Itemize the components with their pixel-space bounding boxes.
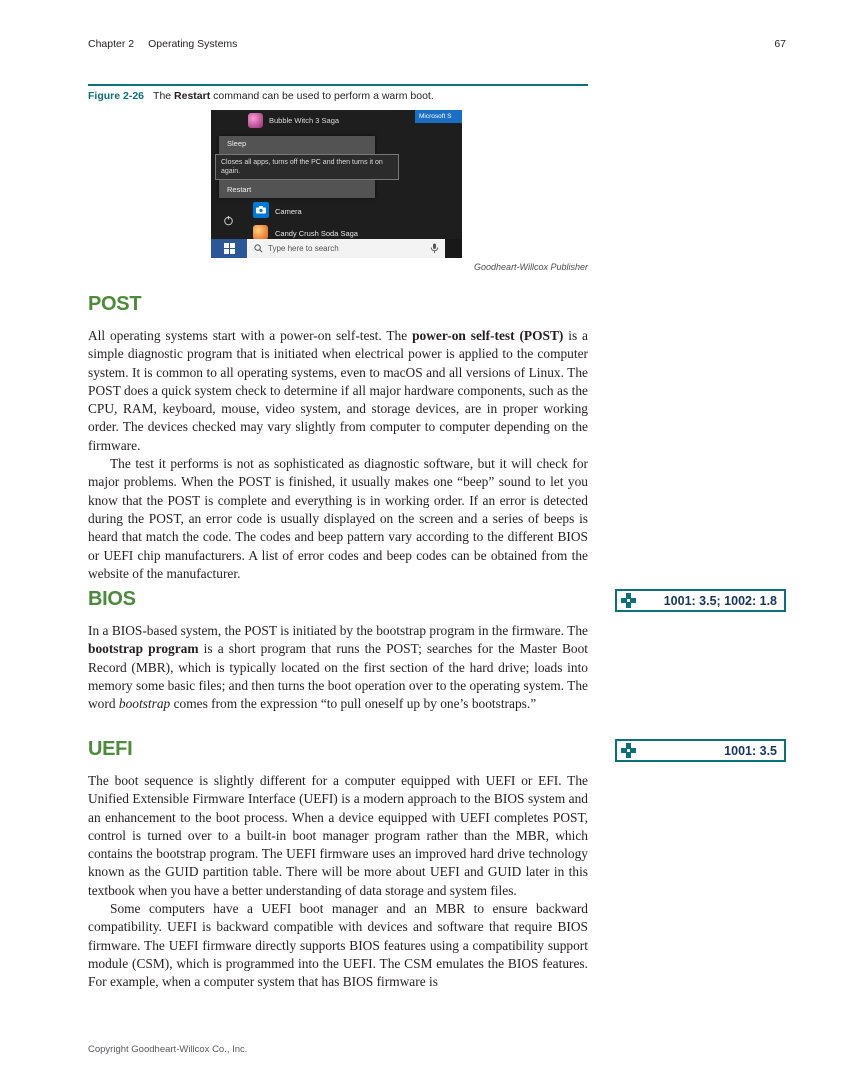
copyright-footer: Copyright Goodheart-Willcox Co., Inc. (88, 1044, 248, 1055)
certification-badge-text: 1001: 3.5; 1002: 1.8 (663, 593, 777, 608)
microphone-icon (430, 243, 439, 254)
menu-item-restart: Restart (227, 185, 252, 194)
candy-crush-app-icon (253, 225, 268, 240)
certification-plus-icon (621, 593, 636, 608)
microsoft-tile: Microsoft S (415, 110, 462, 123)
taskbar (211, 239, 462, 258)
chapter-label: Chapter 2 (88, 38, 135, 50)
shutdown-tooltip: Closes all apps, turns off the PC and then turns it on again. (215, 154, 399, 180)
post-paragraph-1: All operating systems start with a power-on self-test. The power-on self-test (POST) is a simple diagnostic program that is initiated when electrical power is applied to the computer system. It is common to all operating systems, even to macOS and all versions of Linux. The POST does a quick system check to determine if all major hardware components, such as the CPU, RAM, keyboard, mouse, video system, and storage devices, are in proper working order. The devices checked may vary slightly from computer to computer depending on the firmware. (88, 328, 588, 453)
figure-credit: Goodheart-Willcox Publisher (474, 262, 588, 272)
running-head (88, 38, 237, 50)
bios-paragraph-1: In a BIOS-based system, the POST is initiated by the bootstrap program in the firmware. The bootstrap program is a short program that runs the POST; searches for the Master Boot Record (MBR), which is typically located on the first section of the hard drive; loads into memory some basic files; and then turns the boot operation over to the operating system. The word bootstrap comes from the expression “to pull oneself up by one’s bootstraps.” (88, 623, 588, 712)
certification-badge-uefi (615, 739, 786, 762)
menu-item-sleep: Sleep (227, 139, 247, 148)
candy-crush-item-label: Candy Crush Soda Saga (275, 229, 358, 238)
chapter-title: Operating Systems (148, 38, 238, 50)
bubble-witch-tile-label: Bubble Witch 3 Saga (269, 116, 340, 125)
search-icon (254, 244, 263, 253)
section-uefi (88, 738, 588, 992)
uefi-paragraph-2: Some computers have a UEFI boot manager and an MBR to ensure backward compatibility. UEFI is backward compatible with devices and software that require BIOS firmware. The UEFI firmware directly supports BIOS features using a compatibility support module (CSM), which is programmed into the UEFI. The CSM emulates the BIOS features. For example, when a computer system that has BIOS firmware is (88, 901, 588, 990)
bubble-witch-app-icon (248, 113, 263, 128)
camera-item-label: Camera (275, 207, 302, 216)
certification-plus-icon (621, 743, 636, 758)
windows-logo-icon (224, 243, 235, 254)
figure-image-windows-start-menu (211, 110, 462, 258)
figure-label: Figure 2-26 (88, 90, 145, 102)
header-rule (88, 84, 588, 86)
taskbar-search-box (247, 239, 445, 258)
camera-glyph (256, 206, 266, 214)
page-number: 67 (774, 38, 786, 50)
uefi-paragraph-1: The boot sequence is slightly different for a computer equipped with UEFI or EFI. The Unified Extensible Firmware Interface (UEFI) is a modern approach to the BIOS system and an enhancement to the boot process. When a device equipped with UEFI completes POST, control is turned over to a built-in boot manager program rather than the MBR, which contains the bootstrap program. The UEFI firmware uses an improved hard drive technology known as the GUID partition table. There will be more about UEFI and GUID later in this textbook when you have a better understanding of data storage and system files. (88, 773, 588, 898)
section-heading-post: POST (88, 293, 142, 315)
figure-caption-text: The Restart command can be used to perform a warm boot. (153, 90, 434, 102)
power-icon (223, 213, 234, 224)
search-placeholder-text: Type here to search (268, 244, 339, 253)
section-heading-bios: BIOS (88, 588, 136, 610)
section-bios (88, 588, 588, 713)
certification-badge-text: 1001: 3.5 (724, 743, 777, 758)
section-post (88, 293, 588, 583)
section-heading-uefi: UEFI (88, 738, 133, 760)
figure-caption (88, 90, 588, 103)
certification-badge-bios (615, 589, 786, 612)
camera-app-icon (253, 202, 269, 218)
post-paragraph-2: The test it performs is not as sophisticated as diagnostic software, but it will check for major problems. When the POST is finished, it usually makes one “beep” sound to let you know that the POST is complete and everything is in working order. If an error is detected during the POST, an error code is usually displayed on the screen and a series of beeps is heard that match the code. The codes and beep pattern vary according to the different BIOS or UEFI chip manufacturers. A list of error codes and beep codes can be obtained from the website of the manufacturer. (88, 456, 588, 581)
start-button (211, 239, 247, 258)
